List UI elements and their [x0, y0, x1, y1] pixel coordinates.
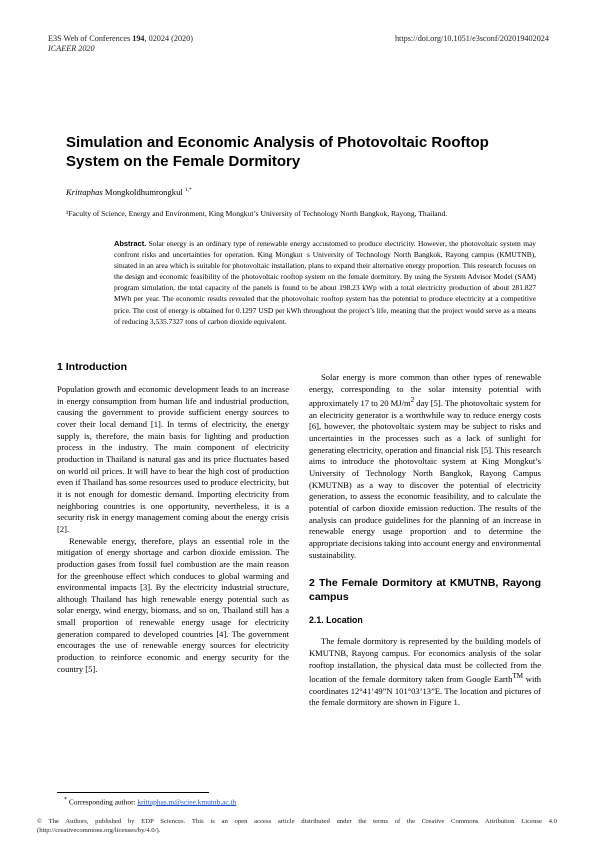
superscript-2: 2	[410, 396, 415, 405]
footnote-label: Corresponding author:	[67, 797, 138, 807]
abstract-label: Abstract.	[114, 239, 147, 248]
intro-paragraph-2: Renewable energy, therefore, plays an essential role in the mitigation of energy shortage and carbon dioxide emission. The production gases from fossil fuel combustion are the main reason for the greenhouse effect which conduces to global warming and environmental impacts [3]. By the electricity industrial structure, although Thailand has high renewable energy potential such as solar energy, wind energy, biomass, and so on, Thailand still has a small proportion of renewable energy usage for electricity generation compared to developed countries [4]. The government encourages the use of renewable energy sources for electricity production to reinforce economic and energy security for the country [5].	[57, 535, 289, 674]
copyright-text-end: ).	[156, 827, 161, 834]
copyright-text: © The Authors, published by EDP Sciences. This is an open access article distributed under the terms of the Creative Commons Attribution License 4.0 (	[37, 818, 557, 834]
author-last-name: Mongkoldhumrongkul	[102, 187, 185, 197]
subsection-heading-location: 2.1. Location	[309, 615, 363, 626]
intro-paragraph-3-part-a: Solar energy is more common than other types of renewable energy, corresponding to the solar intensity potential with approximately 17 to 20 MJ/m	[309, 372, 541, 409]
author-email-link[interactable]: krittaphas.m@sciee.kmutnb.ac.th	[137, 797, 237, 807]
trademark-mark: TM	[512, 672, 524, 681]
journal-line	[48, 34, 193, 44]
intro-paragraph-3	[309, 372, 541, 561]
doi-link[interactable]: https://doi.org/10.1051/e3sconf/202019402024	[394, 34, 549, 43]
intro-paragraph-1: Population growth and economic development leads to an increase in energy consumption from human life and industrial production, causing the government to provide sufficient energy sources to cover their local demand [1]. In terms of electricity, the energy supply is, therefore, the main basis for lighting and production process in the industry. The main component of electricity production in Thailand is natural gas and its price fluctuates based on world oil prices. It will have to bear the high cost of production even if Thailand has some resources used to produce electricity, but it is not enough for domestic demand. Importing electricity from neighboring countries is one opportunity, nevertheless, it is a security risk in energy management coming about the energy crisis [2].	[57, 384, 289, 534]
article-ref: , 02024 (2020)	[144, 34, 193, 43]
corresponding-author-footnote	[64, 797, 236, 806]
location-paragraph-part-a: The female dormitory is represented by the building models of KMUTNB, Rayong campus. For economics analysis of the solar rooftop installation, the physical data must be collected from the location of the female dormitory taken from Google Earth	[309, 636, 541, 685]
copyright-footer	[37, 817, 557, 835]
author-marks: 1,*	[184, 187, 192, 194]
affiliation: ¹Faculty of Science, Energy and Environment, King Mongkut’s University of Technology North Bangkok, Rayong, Thailand.	[66, 209, 448, 218]
volume-number: 194	[132, 34, 145, 43]
running-header-left	[48, 34, 193, 54]
abstract-text: Solar energy is an ordinary type of renewable energy accustomed to produce electricity. However, the photovoltaic system may confront risks and uncertainties for operation. King Mongkuts University of Technology North Bangkok, Rayong campus (KMUTNB), situated in an area which is suitable for photovoltaic installation, plans to expand their alternative energy proportion. This research focuses on the design and economic feasibility of the photovoltaic rooftop system on the female dormitory. By using the System Advisor Model (SAM) program simulation, the total capacity of the panels is found to be about 198.23 kWp with a total electricity production of about 281.827 MWh per year. The economic results revealed that the photovoltaic rooftop system has the potential to produce electricity at a competitive price. The cost of energy is obtained for 0.1297 USD per kWh throughout the project’s life, meaning that the project would serve as a means of reducing 3,535.7327 tons of carbon dioxide equivalent.	[114, 239, 536, 326]
right-column	[309, 372, 541, 709]
paper-title: Simulation and Economic Analysis of Photovoltaic Rooftop System on the Female Dormitory	[66, 134, 489, 170]
footnote-mark: *	[64, 797, 68, 803]
location-paragraph-part-b: with coordinates 12°41’49”N 101°03’13”E. The location and pictures of the female dormitory are shown in Figure 1.	[309, 674, 541, 708]
location-paragraph	[309, 636, 541, 709]
author-line	[66, 187, 192, 197]
license-url[interactable]: http://creativecommons.org/licenses/by/4.0/	[39, 827, 157, 834]
section-heading-female-dormitory: 2 The Female Dormitory at KMUTNB, Rayong campus	[309, 577, 541, 604]
left-column	[57, 360, 289, 675]
journal-name: E3S Web of Conferences	[48, 34, 133, 43]
footnote-divider	[57, 792, 209, 793]
intro-paragraph-3-part-b: day [5]. The photovoltaic system for an electricity generator is a worthwhile way to reduce energy costs [6], however, the photovoltaic system may be subject to risks and uncertainties in the processes such as a lack of sunlight for generating electricity, operation and financial risk [5]. This research aims to introduce the photovoltaic system at King Mongkut’s University of Technology North Bangkok, Rayong Campus (KMUTNB) as a way to discover the potential of electricity generation, to assess the economic feasibility, and to calculate the potential of carbon dioxide emission reduction. The results of the analysis can produce guidelines for the planning of an increase in renewable energy usage proportion and to determine the appropriate decisions taking into account energy and environmental sustainability.	[309, 398, 542, 560]
abstract	[114, 238, 536, 327]
author-first-name: Krittaphas	[66, 187, 103, 197]
conference-name: ICAEER 2020	[48, 44, 95, 53]
section-heading-introduction: 1 Introduction	[57, 361, 127, 373]
